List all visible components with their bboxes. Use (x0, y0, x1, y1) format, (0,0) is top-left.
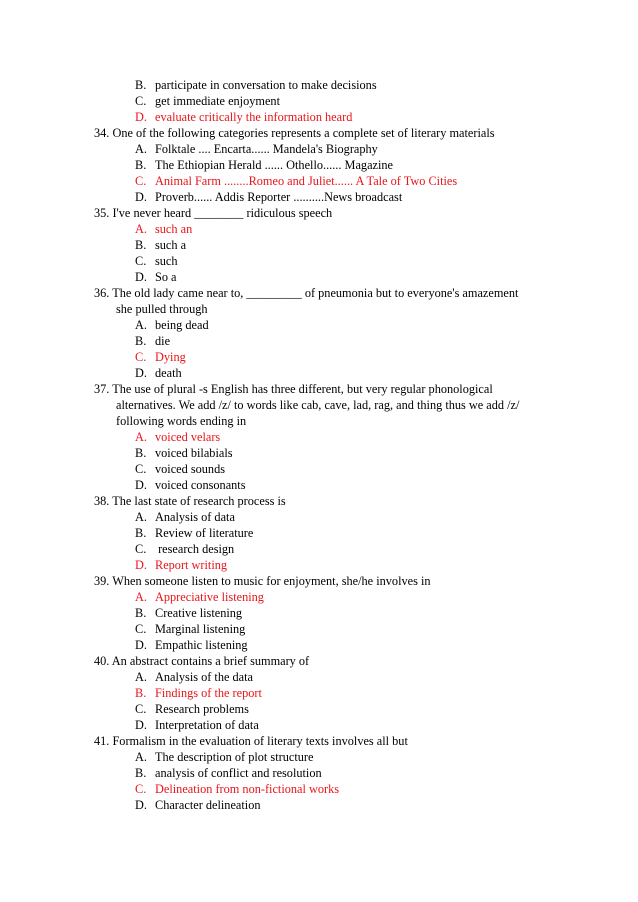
option-text: Findings of the report (155, 686, 262, 700)
question-text: Formalism in the evaluation of literary texts involves all but (112, 734, 408, 748)
answer-option (0, 77, 638, 93)
option-text: Dying (155, 350, 186, 364)
question-text: When someone listen to music for enjoyment, she/he involves in (112, 574, 431, 588)
option-text: such an (155, 222, 193, 236)
option-letter: D. (135, 718, 147, 732)
option-letter: C. (135, 174, 147, 188)
option-letter: B. (135, 334, 147, 348)
option-text: such (155, 254, 178, 268)
answer-option (0, 365, 638, 381)
answer-option (0, 637, 638, 653)
option-text: voiced bilabials (155, 446, 233, 460)
answer-option (0, 477, 638, 493)
option-letter: D. (135, 190, 147, 204)
question-number: 38. (94, 494, 110, 508)
answer-option (0, 173, 638, 189)
question-stem (0, 493, 638, 509)
option-text: die (155, 334, 171, 348)
option-letter: A. (135, 222, 147, 236)
question-stem (0, 285, 638, 301)
exam-page (0, 77, 638, 813)
option-text: Proverb...... Addis Reporter ..........News broadcast (155, 190, 403, 204)
question-40 (0, 653, 638, 733)
question-text: One of the following categories represents a complete set of literary materials (112, 126, 495, 140)
answer-option (0, 525, 638, 541)
answer-option (0, 685, 638, 701)
option-letter: B. (135, 686, 147, 700)
question-text-continued: she pulled through (116, 302, 208, 316)
option-letter: C. (135, 622, 147, 636)
question-text-continued: alternatives. We add /z/ to words like cab, cave, lad, rag, and thing thus we add /z/ (116, 398, 520, 412)
answer-option (0, 109, 638, 125)
question-text: The use of plural -s English has three different, but very regular phonological (112, 382, 493, 396)
option-letter: D. (135, 638, 147, 652)
option-text: So a (155, 270, 177, 284)
option-letter: A. (135, 318, 147, 332)
option-letter: A. (135, 510, 147, 524)
answer-option (0, 93, 638, 109)
option-text: Creative listening (155, 606, 243, 620)
answer-option (0, 557, 638, 573)
answer-option (0, 237, 638, 253)
option-text: Animal Farm ........Romeo and Juliet...... A Tale of Two Cities (155, 174, 458, 188)
question-stem (0, 381, 638, 397)
option-letter: C. (135, 350, 147, 364)
option-text: voiced velars (155, 430, 221, 444)
option-letter: D. (135, 270, 147, 284)
answer-option (0, 349, 638, 365)
option-letter: A. (135, 142, 147, 156)
question-text: An abstract contains a brief summary of (111, 654, 310, 668)
question-number: 35. (94, 206, 110, 220)
option-letter: B. (135, 606, 147, 620)
option-text: participate in conversation to make decisions (155, 78, 377, 92)
question-text: The last state of research process is (112, 494, 286, 508)
question-35 (0, 205, 638, 285)
question-number: 40. (94, 654, 110, 668)
answer-option (0, 541, 638, 557)
answer-option (0, 221, 638, 237)
option-text: research design (155, 542, 235, 556)
option-text: Folktale .... Encarta...... Mandela's Biography (155, 142, 378, 156)
answer-option (0, 157, 638, 173)
answer-option (0, 717, 638, 733)
option-text: Character delineation (155, 798, 261, 812)
question-stem (0, 653, 638, 669)
option-letter: A. (135, 430, 147, 444)
option-letter: B. (135, 238, 147, 252)
question-number: 41. (94, 734, 110, 748)
answer-option (0, 429, 638, 445)
answer-option (0, 253, 638, 269)
option-letter: C. (135, 782, 147, 796)
answer-option (0, 621, 638, 637)
question-stem (0, 733, 638, 749)
option-text: such a (155, 238, 187, 252)
option-letter: C. (135, 702, 147, 716)
answer-option (0, 589, 638, 605)
option-letter: D. (135, 798, 147, 812)
option-letter: C. (135, 462, 147, 476)
question-34 (0, 125, 638, 205)
question-stem (0, 125, 638, 141)
answer-option (0, 797, 638, 813)
option-letter: C. (135, 94, 147, 108)
option-text: Analysis of data (155, 510, 235, 524)
option-text: The Ethiopian Herald ...... Othello...... Magazine (155, 158, 394, 172)
option-letter: A. (135, 750, 147, 764)
answer-option (0, 781, 638, 797)
question-number: 37. (94, 382, 110, 396)
question-text-continued: following words ending in (116, 414, 247, 428)
option-text: get immediate enjoyment (155, 94, 280, 108)
question-number: 39. (94, 574, 110, 588)
option-letter: A. (135, 670, 147, 684)
option-text: Research problems (155, 702, 249, 716)
answer-option (0, 189, 638, 205)
option-text: Appreciative listening (155, 590, 264, 604)
answer-option (0, 509, 638, 525)
option-text: analysis of conflict and resolution (155, 766, 322, 780)
option-letter: D. (135, 478, 147, 492)
answer-option (0, 269, 638, 285)
option-text: evaluate critically the information heard (155, 110, 353, 124)
option-text: Review of literature (155, 526, 254, 540)
option-letter: D. (135, 558, 147, 572)
answer-option (0, 605, 638, 621)
option-text: Analysis of the data (155, 670, 254, 684)
option-letter: D. (135, 110, 147, 124)
option-letter: B. (135, 526, 147, 540)
option-letter: D. (135, 366, 147, 380)
option-text: voiced sounds (155, 462, 226, 476)
option-text: being dead (155, 318, 209, 332)
answer-option (0, 445, 638, 461)
option-text: Delineation from non-fictional works (155, 782, 340, 796)
option-letter: C. (135, 542, 147, 556)
option-text: Interpretation of data (155, 718, 259, 732)
answer-option (0, 317, 638, 333)
option-text: Report writing (155, 558, 228, 572)
option-text: The description of plot structure (155, 750, 314, 764)
question-38 (0, 493, 638, 573)
option-text: Marginal listening (155, 622, 246, 636)
answer-option (0, 749, 638, 765)
option-letter: A. (135, 590, 147, 604)
answer-option (0, 701, 638, 717)
question-36 (0, 285, 638, 381)
option-letter: B. (135, 158, 147, 172)
answer-option (0, 461, 638, 477)
question-39 (0, 573, 638, 653)
option-letter: C. (135, 254, 147, 268)
question-number: 36. (94, 286, 110, 300)
answer-option (0, 333, 638, 349)
option-letter: B. (135, 446, 147, 460)
option-text: voiced consonants (155, 478, 246, 492)
answer-option (0, 765, 638, 781)
question-41 (0, 733, 638, 813)
answer-option (0, 141, 638, 157)
question-text: I've never heard ________ ridiculous speech (112, 206, 333, 220)
question-number: 34. (94, 126, 110, 140)
question-text: The old lady came near to, _________ of pneumonia but to everyone's amazement (112, 286, 519, 300)
option-letter: B. (135, 766, 147, 780)
option-text: death (155, 366, 182, 380)
question-stem (0, 573, 638, 589)
answer-option (0, 669, 638, 685)
option-letter: B. (135, 78, 147, 92)
question-37 (0, 381, 638, 493)
option-text: Empathic listening (155, 638, 248, 652)
question-stem (0, 205, 638, 221)
